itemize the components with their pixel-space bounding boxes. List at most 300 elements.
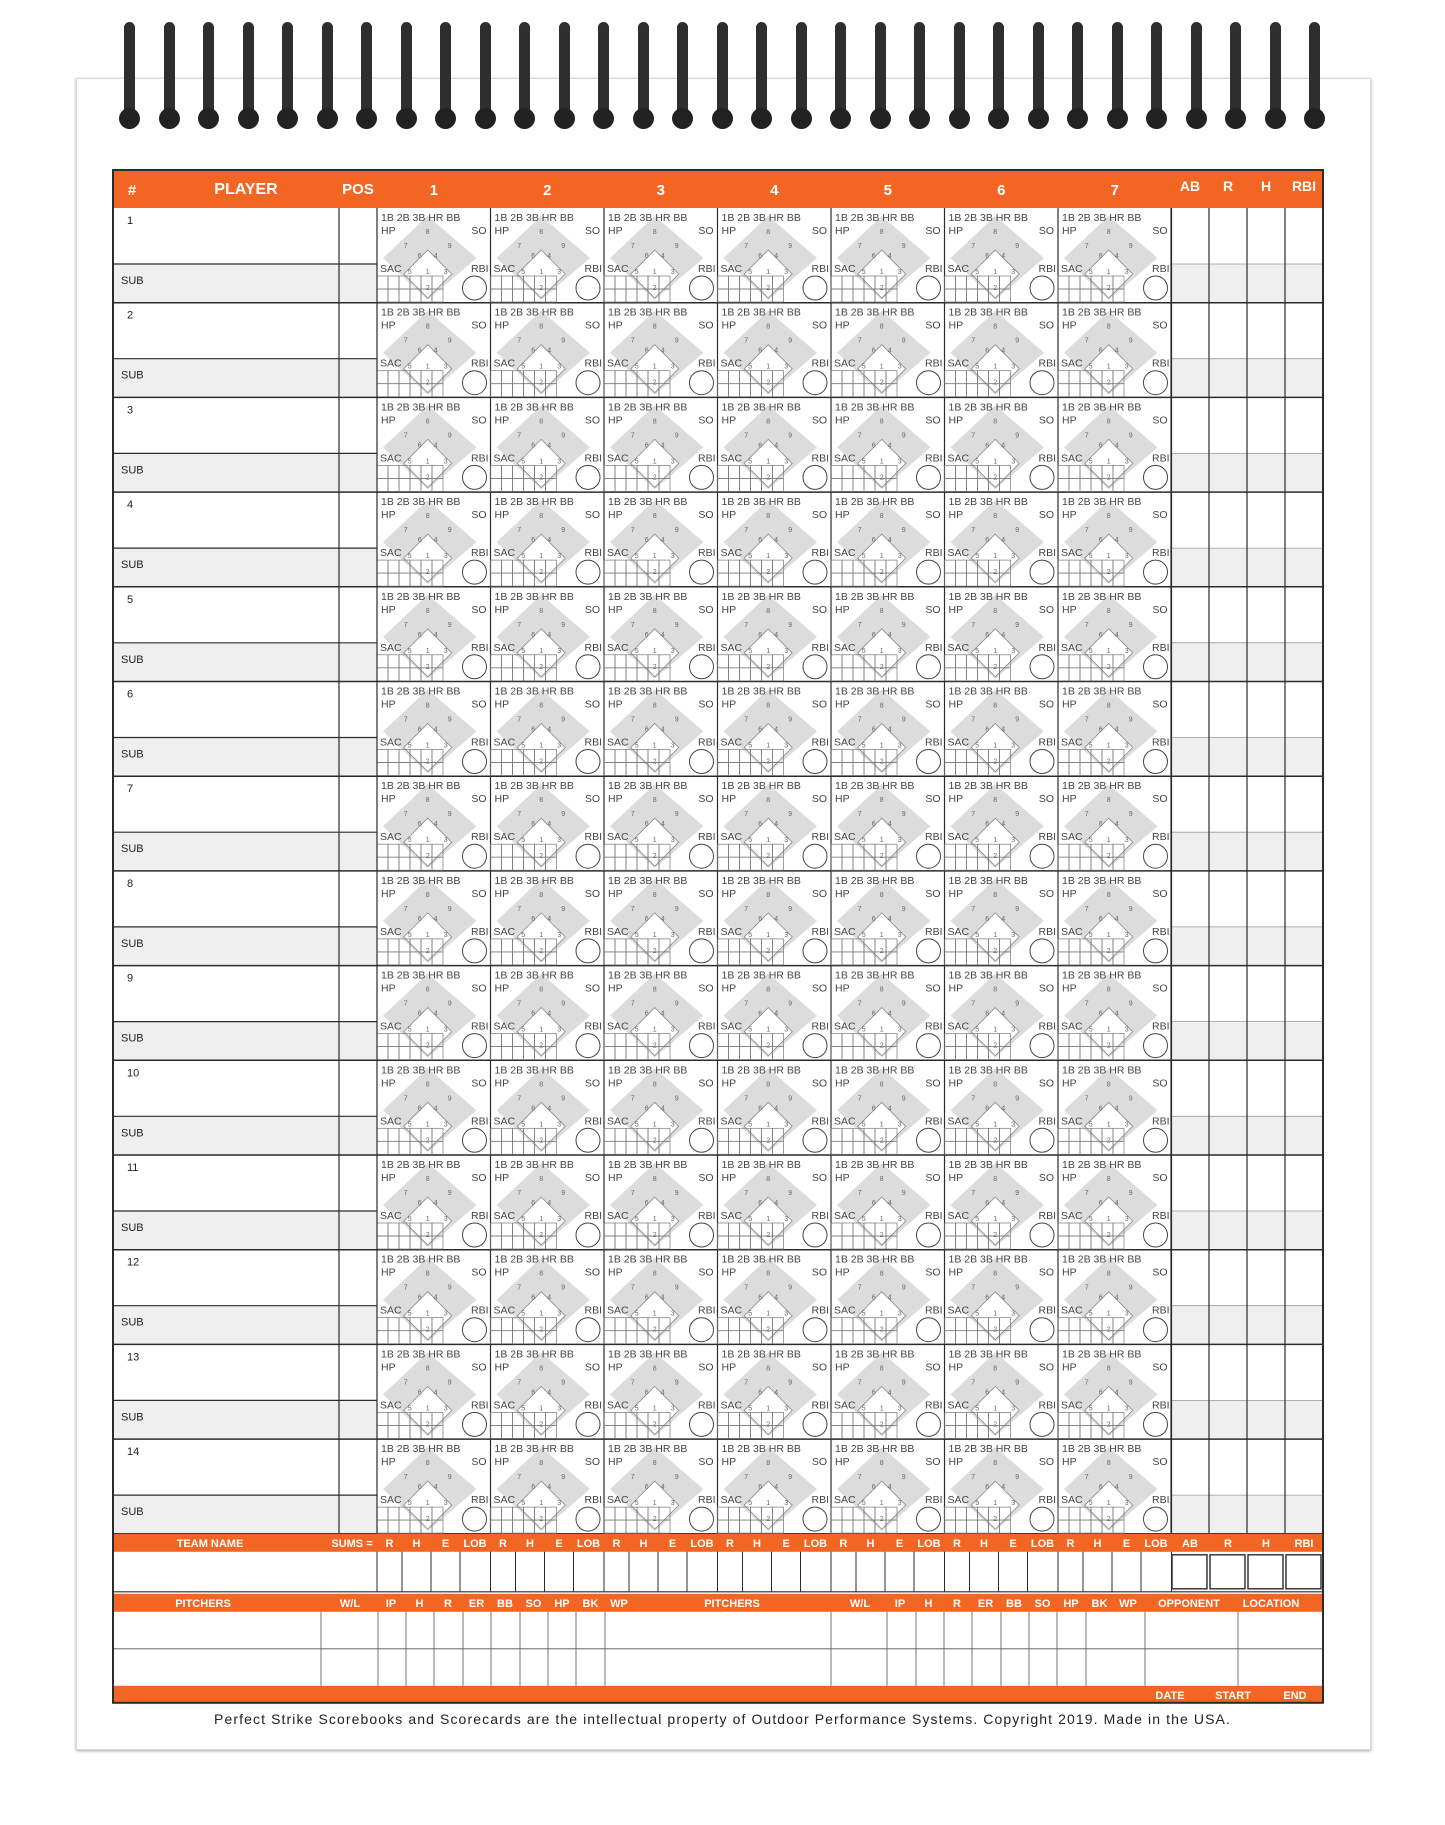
fielder-position: 4 [1001, 631, 1006, 639]
player-row [113, 208, 1323, 303]
pitch-box [740, 857, 751, 870]
fielder-position: 2 [766, 1042, 771, 1050]
pitch-box [945, 939, 956, 952]
fielder-position: 1 [539, 931, 544, 939]
at-bat-cell [491, 587, 605, 682]
pitch-box [502, 1412, 513, 1425]
fielder-position: 6 [417, 1105, 422, 1113]
rbi-label: RBI [1151, 736, 1170, 749]
runs-circle [803, 1128, 827, 1152]
hit-type-labels: 1B 2B 3B HR BB [721, 780, 801, 793]
hp-label: HP [1062, 319, 1077, 332]
fielder-position: 4 [774, 253, 779, 260]
sac-label: SAC [380, 925, 402, 938]
fielder-position: 7 [857, 1379, 862, 1387]
fielder-position: 8 [539, 797, 544, 805]
pitch-box [377, 857, 388, 870]
fielder-position: 6 [758, 631, 763, 639]
rbi-label: RBI [697, 1210, 716, 1222]
sub-label: SUB [121, 1411, 144, 1424]
wl-label-1: W/L [339, 1597, 361, 1610]
pitch-box [831, 384, 842, 397]
fielder-position: 3 [557, 1216, 562, 1223]
pitch-box [945, 750, 956, 763]
fielder-position: 7 [403, 432, 408, 440]
row-number: 6 [127, 688, 134, 701]
pitch-box [502, 478, 513, 491]
sub-label: SUB [121, 1127, 144, 1140]
rbi-label: RBI [811, 831, 829, 844]
fielder-position: 5 [975, 742, 980, 750]
fielder-position: 3 [784, 647, 789, 655]
hit-type-labels: 1B 2B 3B HR BB [494, 306, 574, 319]
at-bat-cell [491, 1250, 605, 1345]
hp-label: HP [608, 1077, 623, 1090]
fielder-position: 5 [861, 1405, 866, 1413]
pitch-box [377, 763, 388, 776]
pitch-box [842, 1331, 853, 1344]
rbi-label: RBI [811, 925, 829, 938]
pitch-box [1069, 763, 1080, 776]
hit-type-labels: 1B 2B 3B HR BB [948, 969, 1028, 982]
pitch-box [615, 1318, 626, 1331]
fielder-position: 6 [644, 1010, 649, 1018]
pitch-box [1080, 1047, 1091, 1060]
fielder-position: 2 [425, 1137, 430, 1145]
pitch-box [740, 1047, 751, 1060]
fielder-position: 6 [417, 1294, 422, 1302]
fielder-position: 2 [993, 569, 998, 577]
pitch-box [513, 763, 524, 776]
fielder-position: 6 [531, 253, 536, 260]
hit-type-labels: 1B 2B 3B HR BB [835, 874, 915, 887]
rbi-label: RBI [811, 1115, 829, 1128]
runs-circle [1030, 655, 1054, 679]
fielder-position: 2 [539, 1232, 544, 1239]
at-bat-cell [831, 492, 945, 587]
fielder-position: 2 [879, 474, 884, 482]
fielder-position: 5 [748, 647, 753, 655]
pitch-box [956, 1047, 967, 1060]
team-col-E: E [668, 1537, 677, 1550]
hp-label: HP [948, 887, 964, 900]
fielder-position: 9 [1128, 1379, 1133, 1387]
fielder-position: 1 [652, 837, 657, 845]
pitch-box [945, 1318, 956, 1331]
at-bat-cell [491, 492, 605, 587]
fielder-position: 6 [1098, 915, 1103, 923]
pitch-box [491, 1520, 502, 1533]
pitch-box [399, 1331, 410, 1344]
fielder-position: 4 [1114, 1105, 1119, 1113]
pitch-box [502, 1507, 513, 1520]
rbi-label: RBI [584, 641, 602, 654]
fielder-position: 5 [407, 837, 412, 845]
at-bat-cell [831, 871, 945, 966]
fielder-position: 9 [561, 1190, 566, 1197]
so-label: SO [698, 1456, 714, 1469]
fielder-position: 7 [744, 811, 749, 819]
fielder-position: 9 [561, 716, 566, 724]
hit-type-labels: 1B 2B 3B HR BB [835, 969, 915, 982]
rbi-label: RBI [470, 1210, 489, 1222]
pitch-box [604, 1047, 615, 1060]
fielder-position: 3 [557, 1405, 562, 1413]
at-bat-cell [377, 492, 491, 587]
fielder-position: 8 [766, 1270, 771, 1278]
fielder-position: 5 [748, 837, 753, 845]
opponent-label: OPPONENT [1158, 1597, 1220, 1610]
runs-circle [463, 1507, 487, 1531]
pitcher-stat-SO: SO [525, 1597, 542, 1610]
fielder-position: 2 [539, 853, 544, 861]
hp-label: HP [1062, 414, 1077, 427]
fielder-position: 2 [766, 1326, 771, 1334]
fielder-position: 5 [975, 1500, 980, 1508]
so-label: SO [584, 793, 600, 806]
fielder-position: 4 [774, 1389, 779, 1397]
fielder-position: 8 [879, 1460, 884, 1468]
hp-label: HP [608, 319, 623, 332]
fielder-position: 5 [861, 458, 866, 466]
fielder-position: 3 [670, 742, 675, 750]
pitch-box [1069, 939, 1080, 952]
sac-label: SAC [720, 736, 743, 749]
fielder-position: 5 [521, 931, 526, 939]
sac-label: SAC [1061, 925, 1083, 938]
fielder-position: 6 [1098, 821, 1103, 829]
fielder-position: 5 [634, 1405, 639, 1413]
header-inning-3: 3 [656, 182, 665, 199]
row-number: 13 [127, 1351, 140, 1364]
hit-type-labels: 1B 2B 3B HR BB [608, 969, 688, 982]
pitch-box [729, 844, 740, 857]
fielder-position: 7 [403, 1190, 408, 1197]
hit-type-labels: 1B 2B 3B HR BB [494, 969, 574, 982]
fielder-position: 7 [517, 621, 522, 629]
fielder-position: 6 [985, 442, 990, 450]
team-stat-box [1172, 1555, 1207, 1589]
fielder-position: 7 [1084, 1095, 1089, 1103]
fielder-position: 3 [897, 837, 902, 845]
fielder-position: 5 [407, 1216, 412, 1223]
sub-row-shade [113, 1306, 377, 1345]
pitch-box [388, 1236, 399, 1249]
row-number: 10 [127, 1067, 140, 1080]
fielder-position: 6 [531, 1200, 536, 1207]
rbi-label: RBI [811, 452, 829, 465]
fielder-position: 7 [517, 1000, 522, 1008]
rbi-label: RBI [924, 452, 943, 465]
pitch-box [853, 1520, 864, 1533]
so-label: SO [925, 603, 941, 616]
hp-label: HP [494, 319, 510, 332]
fielder-position: 2 [425, 285, 430, 292]
pitch-box [956, 939, 967, 952]
fielder-position: 1 [879, 837, 884, 845]
fielder-position: 5 [748, 363, 753, 371]
fielder-position: 6 [417, 821, 422, 829]
fielder-position: 1 [652, 363, 657, 371]
fielder-position: 9 [447, 621, 452, 629]
rbi-label: RBI [470, 263, 489, 275]
so-label: SO [811, 414, 827, 427]
pitch-box [502, 560, 513, 573]
fielder-position: 3 [443, 1121, 448, 1129]
sac-label: SAC [1061, 736, 1083, 749]
fielder-position: 7 [517, 1190, 522, 1197]
pitch-box [945, 384, 956, 397]
fielder-position: 3 [443, 553, 448, 561]
hit-type-labels: 1B 2B 3B HR BB [1062, 780, 1142, 793]
fielder-position: 5 [407, 1500, 412, 1508]
so-label: SO [698, 603, 714, 616]
hp-label: HP [948, 982, 964, 995]
fielder-position: 8 [879, 418, 884, 426]
at-bat-cell [718, 1344, 832, 1439]
fielder-position: 1 [425, 553, 430, 561]
hit-type-labels: 1B 2B 3B HR BB [835, 306, 915, 319]
fielder-position: 4 [433, 347, 438, 355]
pitch-box [956, 384, 967, 397]
fielder-position: 3 [784, 742, 789, 750]
hp-label: HP [721, 414, 737, 427]
runs-circle [803, 655, 827, 679]
fielder-position: 8 [539, 1460, 544, 1468]
pitch-box [842, 857, 853, 870]
pitch-box [604, 1236, 615, 1249]
pitch-box [718, 763, 729, 776]
fielder-position: 5 [748, 1026, 753, 1034]
pitch-box [842, 289, 853, 302]
pitch-box [967, 478, 978, 491]
fielder-position: 2 [766, 1137, 771, 1145]
fielder-position: 6 [644, 1200, 649, 1207]
sub-row-shade [113, 1400, 377, 1439]
fielder-position: 4 [887, 821, 892, 829]
fielder-position: 2 [879, 1326, 884, 1334]
pitch-box [956, 573, 967, 586]
fielder-position: 6 [758, 1105, 763, 1113]
runs-circle [463, 1223, 487, 1247]
hit-type-labels: 1B 2B 3B HR BB [1062, 1159, 1142, 1171]
fielder-position: 9 [1128, 527, 1133, 535]
fielder-position: 2 [766, 947, 771, 955]
pitcher-stat-BK: BK [1091, 1597, 1108, 1610]
so-label: SO [1038, 1077, 1054, 1090]
fielder-position: 3 [443, 363, 448, 371]
pitch-box [729, 276, 740, 289]
fielder-position: 9 [788, 1379, 793, 1387]
pitch-box [604, 1128, 615, 1141]
fielder-position: 4 [433, 442, 438, 450]
sac-label: SAC [380, 1210, 402, 1222]
hit-type-labels: 1B 2B 3B HR BB [608, 780, 688, 793]
hp-label: HP [721, 1361, 737, 1374]
so-label: SO [811, 509, 827, 522]
hit-type-labels: 1B 2B 3B HR BB [721, 685, 801, 698]
team-name-label: TEAM NAME [176, 1537, 244, 1550]
fielder-position: 1 [539, 1500, 544, 1508]
fielder-position: 5 [1088, 647, 1093, 655]
pitch-box [956, 1236, 967, 1249]
fielder-position: 8 [879, 229, 884, 236]
fielder-position: 4 [660, 347, 665, 355]
pitch-box [842, 1236, 853, 1249]
fielder-position: 6 [531, 1294, 536, 1302]
fielder-position: 5 [521, 1405, 526, 1413]
pitch-box [1058, 1128, 1069, 1141]
hp-label: HP [835, 887, 850, 900]
fielder-position: 2 [652, 1326, 657, 1334]
so-label: SO [811, 1266, 827, 1279]
team-bar [113, 1534, 1323, 1552]
fielder-position: 9 [674, 337, 679, 345]
fielder-position: 4 [547, 253, 552, 260]
fielder-position: 6 [985, 1389, 990, 1397]
fielder-position: 4 [887, 1010, 892, 1018]
pitch-box [615, 952, 626, 965]
pitch-box [502, 668, 513, 681]
pitch-box [967, 1425, 978, 1438]
fielder-position: 4 [774, 726, 779, 734]
sac-label: SAC [834, 547, 856, 560]
at-bat-cell [718, 871, 832, 966]
fielder-position: 7 [630, 1474, 635, 1482]
fielder-position: 6 [417, 537, 422, 545]
fielder-position: 3 [897, 553, 902, 561]
pitch-box [945, 1141, 956, 1154]
fielder-position: 8 [425, 1365, 430, 1373]
at-bat-cell [831, 397, 945, 492]
fielder-position: 7 [517, 432, 522, 440]
hit-type-labels: 1B 2B 3B HR BB [608, 590, 688, 603]
fielder-position: 1 [766, 1121, 771, 1129]
at-bat-cell [718, 492, 832, 587]
fielder-position: 8 [1106, 1081, 1111, 1089]
at-bat-cell [718, 1155, 832, 1250]
fielder-position: 9 [788, 1190, 793, 1197]
rbi-label: RBI [1038, 1399, 1056, 1412]
fielder-position: 2 [1106, 379, 1111, 387]
pitch-box [513, 857, 524, 870]
so-label: SO [471, 982, 487, 995]
hp-label: HP [948, 225, 964, 237]
rbi-label: RBI [584, 1115, 602, 1128]
sac-label: SAC [607, 831, 629, 844]
fielder-position: 1 [539, 1121, 544, 1129]
fielder-position: 2 [766, 285, 771, 292]
fielder-position: 2 [766, 853, 771, 861]
fielder-position: 6 [758, 537, 763, 545]
pitch-box [831, 371, 842, 384]
pitch-box [615, 1412, 626, 1425]
pitch-box [615, 371, 626, 384]
fielder-position: 2 [652, 853, 657, 861]
fielder-position: 1 [766, 363, 771, 371]
fielder-position: 2 [766, 569, 771, 577]
runs-circle [917, 655, 941, 679]
pitch-box [399, 573, 410, 586]
pitch-box [604, 289, 615, 302]
fielder-position: 7 [857, 1474, 862, 1482]
rbi-label: RBI [811, 1210, 829, 1222]
at-bat-cell [831, 776, 945, 871]
pitch-box [842, 478, 853, 491]
pitch-box [604, 763, 615, 776]
rbi-label: RBI [470, 1494, 489, 1507]
fielder-position: 9 [674, 1095, 679, 1103]
fielder-position: 5 [975, 553, 980, 561]
pitch-box [831, 1034, 842, 1047]
so-label: SO [811, 603, 827, 616]
so-label: SO [1152, 1172, 1168, 1184]
hit-type-labels: 1B 2B 3B HR BB [948, 685, 1028, 698]
fielder-position: 3 [557, 458, 562, 466]
at-bat-cell [604, 682, 718, 777]
runs-circle [803, 844, 827, 868]
pitch-box [1080, 478, 1091, 491]
pitch-box [491, 668, 502, 681]
runs-circle [690, 1318, 714, 1342]
fielder-position: 6 [531, 631, 536, 639]
fielder-position: 8 [766, 1176, 771, 1183]
fielder-position: 8 [539, 1081, 544, 1089]
pitch-box [513, 1141, 524, 1154]
pitch-box [491, 384, 502, 397]
runs-circle [463, 1318, 487, 1342]
fielder-position: 8 [993, 702, 998, 710]
team-col-E: E [1009, 1537, 1017, 1550]
at-bat-cell [718, 397, 832, 492]
fielder-position: 8 [993, 323, 998, 331]
pitch-box [1069, 1318, 1080, 1331]
pitch-box [1058, 384, 1069, 397]
sac-label: SAC [720, 831, 743, 844]
sac-label: SAC [947, 736, 970, 749]
fielder-position: 3 [1011, 742, 1016, 750]
fielder-position: 4 [547, 1200, 552, 1207]
fielder-position: 4 [660, 1389, 665, 1397]
pitch-box [626, 1520, 637, 1533]
fielder-position: 7 [744, 1190, 749, 1197]
rbi-label: RBI [470, 1020, 489, 1033]
runs-circle [1030, 276, 1054, 300]
pitch-box [1069, 844, 1080, 857]
fielder-position: 1 [539, 647, 544, 655]
fielder-position: 3 [784, 931, 789, 939]
pitch-box [956, 1223, 967, 1236]
hit-type-labels: 1B 2B 3B HR BB [721, 969, 801, 982]
fielder-position: 3 [784, 269, 789, 276]
so-label: SO [925, 982, 941, 995]
rbi-label: RBI [1151, 1115, 1170, 1128]
hit-type-labels: 1B 2B 3B HR BB [381, 874, 461, 887]
fielder-position: 3 [897, 1310, 902, 1318]
rbi-label: RBI [1151, 641, 1170, 654]
fielder-position: 3 [1011, 647, 1016, 655]
fielder-position: 3 [1124, 1216, 1129, 1223]
fielder-position: 6 [531, 1484, 536, 1492]
pitch-box [967, 952, 978, 965]
hit-type-labels: 1B 2B 3B HR BB [608, 401, 688, 414]
fielder-position: 8 [652, 513, 657, 521]
pitch-box [626, 1047, 637, 1060]
pitch-box [1069, 1047, 1080, 1060]
sac-label: SAC [720, 641, 743, 654]
hp-label: HP [381, 793, 396, 806]
fielder-position: 7 [403, 1000, 408, 1008]
